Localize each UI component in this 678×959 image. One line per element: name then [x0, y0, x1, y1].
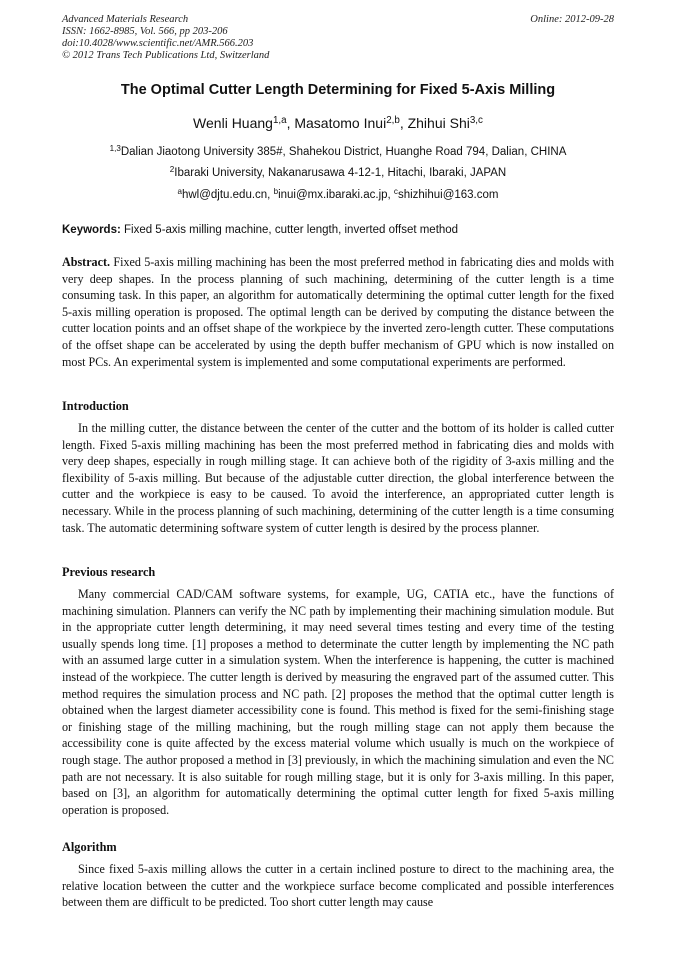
previous-research-paragraph: Many commercial CAD/CAM software systems, for example, UG, CATIA etc., have the functions of machining simulation. Planners can verify the NC path by implementing their machining simulation module. But in the appropriate cutter length determining, it may need several times testing and every time of the testing usually spends long time. [1] proposes a method to determinate the cutter length by implementing the NC path with an assumed large cutter in a simulation system. When the interference is happening, the cutter is machined instead of the workpiece. The cutter length is derived by measuring the engraved part of the assumed cutter. This method requires the simulation process and NC path. [2] proposes the method that the optimal cutter length is obtained when the largest diameter accessibility cone is found. This method is fixed for the semi-finishing stage or finishing stage of the milling machining, but the rough milling stage can not apply them because the accessibility cone is quite affected by the excess material volume which usually is much on the workpiece of rough stage. The author proposed a method in [3] previously, in which the machining simulation and even the NC path are not necessary. It is also suitable for rough milling stage, but it is only for 3-axis milling. In this paper, based on [3], an algorithm for automatically determining the optimal cutter length for fixed 5-axis milling operation is proposed. — [62, 587, 614, 817]
affiliation-sup: 1,3 — [109, 143, 121, 153]
keywords — [62, 224, 614, 236]
section-heading-introduction: Introduction — [62, 399, 129, 413]
journal-name: Advanced Materials Research — [62, 14, 189, 25]
email[interactable]: hwl@djtu.edu.cn, — [181, 189, 274, 201]
copyright-line: © 2012 Trans Tech Publications Ltd, Switzerland — [62, 50, 270, 61]
journal-header — [62, 14, 614, 62]
introduction-paragraph: In the milling cutter, the distance between the center of the cutter and the bottom of its holder is called cutter length. Fixed 5-axis milling machining has been the most preferred method in fabricating dies and molds with very deep shapes, especially in rough milling stage. It can achieve both of the rigidity of 3-axis milling and the flexibility of 5-axis milling. But because of the adjustable cutter direction, the global interference between the cutter and the workpiece is easy to be caused. To avoid the interference, an appropriated cutter length is necessary. While in the process planning of such machining, determining of the cutter length is a time consuming task. The automatic determining software system of cutter length is desired by the process planner. — [62, 421, 614, 535]
affiliation-sup: 2 — [169, 164, 175, 174]
issn-line: ISSN: 1662-8985, Vol. 566, pp 203-206 — [62, 26, 228, 37]
paper-title: The Optimal Cutter Length Determining for Fixed 5-Axis Milling — [120, 82, 556, 98]
email-sup: b — [273, 186, 279, 196]
keywords-text: Fixed 5-axis milling machine, cutter length, inverted offset method — [120, 224, 459, 236]
abstract-text: Fixed 5-axis milling machining has been the most preferred method in fabricating dies and molds with very deep shapes. In the process planning of such machining, determining of the cutter length is a time consuming task. In this paper, an algorithm for automatically determining the optimal cutter length for the fixed 5-axis milling operation is proposed. The optimal length can be derived by computing the distance between the cutter location points and an offset shape of the workpiece by the inverted zero-length cutter. These computations of the offset shape can be accelerated by using the depth buffer mechanism of GPU which is now installed on most PCs. An experimental system is implemented and some computational experiments are performed. — [62, 255, 614, 369]
abstract-label: Abstract. — [62, 255, 111, 269]
email[interactable]: shizhihui@163.com — [397, 189, 499, 201]
abstract — [62, 254, 614, 370]
algorithm-paragraph: Since fixed 5-axis milling allows the cutter in a certain inclined posture to direct to the machining area, the relative location between the cutter and the workpiece surface become complicated and possible interferences between them are difficult to be predicted. Too short cutter length may cause — [62, 862, 614, 910]
section-heading-algorithm: Algorithm — [62, 840, 117, 854]
email-sup: c — [393, 186, 398, 196]
author-name: Zhihui Shi — [407, 115, 470, 131]
email-sup: a — [177, 186, 182, 196]
affiliation-1 — [62, 143, 614, 158]
author-sup: 1,a — [272, 115, 287, 127]
keywords-label: Keywords: — [62, 224, 121, 236]
affiliation-text: Dalian Jiaotong University 385#, Shahekou District, Huanghe Road 794, Dalian, CHINA — [120, 146, 567, 158]
affiliation-text: Ibaraki University, Nakanarusawa 4-12-1, Hitachi, Ibaraki, JAPAN — [174, 167, 507, 179]
email[interactable]: inui@mx.ibaraki.ac.jp, — [278, 189, 394, 201]
author-name: Wenli Huang — [193, 115, 273, 131]
online-date: Online: 2012-09-28 — [530, 14, 614, 25]
section-heading-previous-research: Previous research — [62, 565, 156, 579]
author-name: Masatomo Inui — [294, 115, 387, 131]
author-sup: 3,c — [469, 115, 483, 127]
email-line — [62, 186, 614, 201]
doi-line[interactable]: doi:10.4028/www.scientific.net/AMR.566.203 — [62, 38, 254, 49]
author-sup: 2,b — [386, 115, 400, 127]
author-list: Wenli Huang$^{1,a}$, Masatomo Inui$^{2,b}$, Zhihui Shi$^{3,c}$ — [193, 115, 483, 131]
affiliation-2 — [62, 164, 614, 179]
